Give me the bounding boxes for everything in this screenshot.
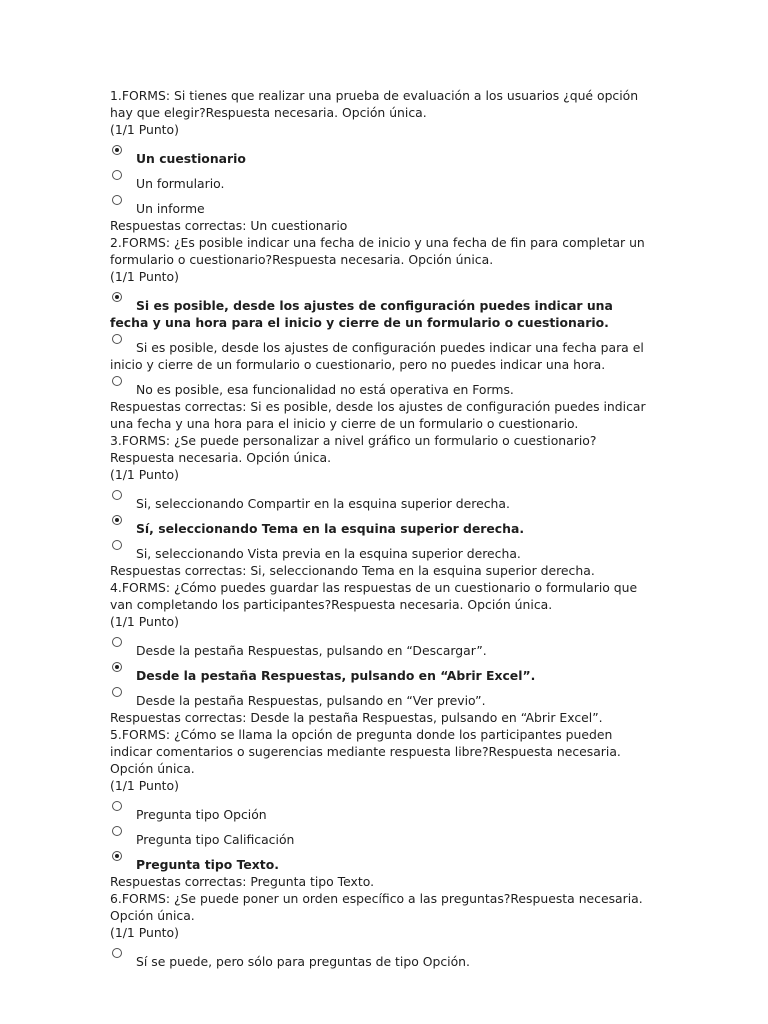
question-1 <box>110 87 650 234</box>
answer-option[interactable] <box>110 520 650 537</box>
answer-option-label: No es posible, esa funcionalidad no está operativa en Forms. <box>136 382 514 397</box>
question-points: (1/1 Punto) <box>110 614 179 629</box>
answer-option[interactable] <box>110 953 650 970</box>
answer-option[interactable] <box>110 642 650 659</box>
answer-option[interactable] <box>110 692 650 709</box>
question-3 <box>110 432 650 579</box>
question-text: 1.FORMS: Si tienes que realizar una prueba de evaluación a los usuarios ¿qué opción hay que elegir?Respuesta necesaria. Opción única. <box>110 88 639 120</box>
answer-option[interactable] <box>110 495 650 512</box>
radio-button-icon[interactable] <box>112 490 122 500</box>
question-points: (1/1 Punto) <box>110 467 179 482</box>
quiz-results-page <box>110 87 650 970</box>
correct-answers: Respuestas correctas: Desde la pestaña Respuestas, pulsando en “Abrir Excel”. <box>110 710 603 725</box>
answer-option-label: Si es posible, desde los ajustes de configuración puedes indicar una fecha y una hora para el inicio y cierre de un formulario o cuestionario. <box>110 298 613 330</box>
question-points: (1/1 Punto) <box>110 778 179 793</box>
answer-option-label: Pregunta tipo Texto. <box>136 857 279 872</box>
radio-button-icon[interactable] <box>112 170 122 180</box>
radio-button-icon[interactable] <box>112 540 122 550</box>
answer-option-label: Sí, seleccionando Tema en la esquina superior derecha. <box>136 521 525 536</box>
question-text: 2.FORMS: ¿Es posible indicar una fecha de inicio y una fecha de fin para completar un formulario o cuestionario?Respuesta necesaria. Opción única. <box>110 235 645 267</box>
radio-button-icon[interactable] <box>112 515 122 525</box>
answer-option-label: Sí se puede, pero sólo para preguntas de tipo Opción. <box>136 954 470 969</box>
radio-button-icon[interactable] <box>112 334 122 344</box>
answer-option[interactable] <box>110 667 650 684</box>
answer-option-label: Un informe <box>136 201 205 216</box>
correct-answers: Respuestas correctas: Pregunta tipo Texto. <box>110 874 375 889</box>
answer-option[interactable] <box>110 339 650 373</box>
question-text: 6.FORMS: ¿Se puede poner un orden específico a las preguntas?Respuesta necesaria. Opción única. <box>110 891 643 923</box>
answer-option-label: Desde la pestaña Respuestas, pulsando en “Ver previo”. <box>136 693 486 708</box>
answer-option-label: Desde la pestaña Respuestas, pulsando en “Abrir Excel”. <box>136 668 536 683</box>
answer-option[interactable] <box>110 200 650 217</box>
answer-option[interactable] <box>110 856 650 873</box>
answer-option[interactable] <box>110 831 650 848</box>
answer-option-label: Pregunta tipo Opción <box>136 807 267 822</box>
answer-option-label: Un formulario. <box>136 176 225 191</box>
radio-button-icon[interactable] <box>112 826 122 836</box>
correct-answers: Respuestas correctas: Si es posible, desde los ajustes de configuración puedes indicar una fecha y una hora para el inicio y cierre de un formulario o cuestionario. <box>110 399 646 431</box>
question-6 <box>110 890 650 970</box>
answer-option[interactable] <box>110 175 650 192</box>
correct-answers: Respuestas correctas: Un cuestionario <box>110 218 348 233</box>
answer-option-label: Si, seleccionando Vista previa en la esquina superior derecha. <box>136 546 521 561</box>
radio-button-icon[interactable] <box>112 637 122 647</box>
answer-option-label: Si, seleccionando Compartir en la esquina superior derecha. <box>136 496 510 511</box>
radio-button-icon[interactable] <box>112 662 122 672</box>
answer-option[interactable] <box>110 381 650 398</box>
question-text: 4.FORMS: ¿Cómo puedes guardar las respuestas de un cuestionario o formulario que van completando los participantes?Respuesta necesaria. Opción única. <box>110 580 638 612</box>
radio-button-icon[interactable] <box>112 292 122 302</box>
answer-option-label: Un cuestionario <box>136 151 246 166</box>
question-4 <box>110 579 650 726</box>
correct-answers: Respuestas correctas: Si, seleccionando Tema en la esquina superior derecha. <box>110 563 595 578</box>
answer-option-label: Si es posible, desde los ajustes de configuración puedes indicar una fecha para el inicio y cierre de un formulario o cuestionario, pero no puedes indicar una hora. <box>110 340 644 372</box>
radio-button-icon[interactable] <box>112 376 122 386</box>
question-5 <box>110 726 650 890</box>
answer-option[interactable] <box>110 150 650 167</box>
answer-option[interactable] <box>110 545 650 562</box>
question-points: (1/1 Punto) <box>110 269 179 284</box>
question-points: (1/1 Punto) <box>110 122 179 137</box>
answer-option-label: Desde la pestaña Respuestas, pulsando en “Descargar”. <box>136 643 487 658</box>
radio-button-icon[interactable] <box>112 145 122 155</box>
radio-button-icon[interactable] <box>112 851 122 861</box>
answer-option[interactable] <box>110 806 650 823</box>
question-2 <box>110 234 650 432</box>
question-points: (1/1 Punto) <box>110 925 179 940</box>
radio-button-icon[interactable] <box>112 195 122 205</box>
radio-button-icon[interactable] <box>112 687 122 697</box>
answer-option-label: Pregunta tipo Calificación <box>136 832 295 847</box>
answer-option[interactable] <box>110 297 650 331</box>
radio-button-icon[interactable] <box>112 948 122 958</box>
question-text: 3.FORMS: ¿Se puede personalizar a nivel gráfico un formulario o cuestionario?Respuesta necesaria. Opción única. <box>110 433 597 465</box>
radio-button-icon[interactable] <box>112 801 122 811</box>
question-text: 5.FORMS: ¿Cómo se llama la opción de pregunta donde los participantes pueden indicar comentarios o sugerencias mediante respuesta libre?Respuesta necesaria. Opción única. <box>110 727 621 776</box>
